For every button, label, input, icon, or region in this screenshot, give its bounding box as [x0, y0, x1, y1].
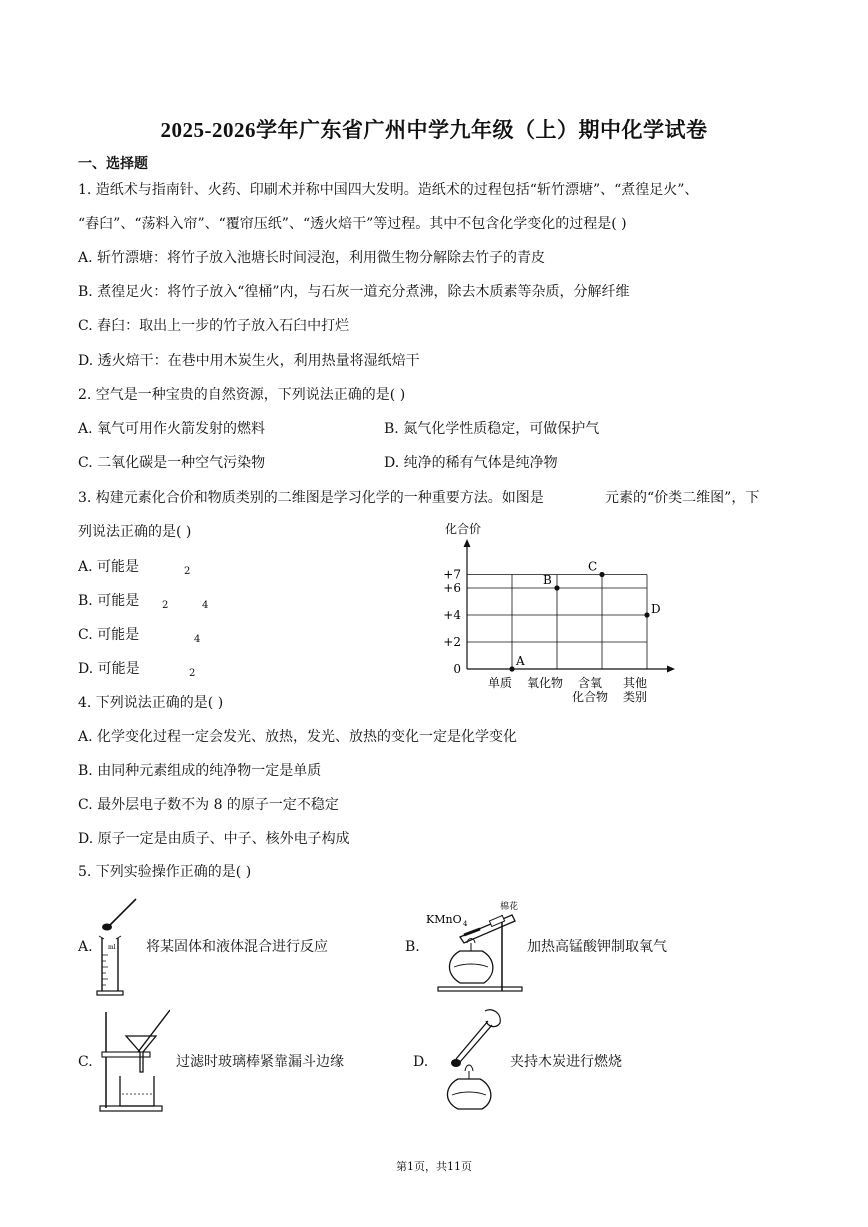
q3-stem-line2: 列说法正确的是( ) [78, 524, 192, 540]
q3-option-a-subscript: 2 [184, 566, 191, 577]
medicine-spoon-icon [102, 924, 112, 931]
chart-y-axis-arrow [464, 539, 471, 547]
chart-category-label: 其他 [622, 676, 648, 690]
q3-option-a: A. 可能是 [78, 559, 140, 575]
q5-option-a-text: 将某固体和液体混合进行反应 [146, 939, 328, 955]
q1-option-c: C. 舂臼：取出上一步的竹子放入石臼中打烂 [78, 318, 350, 334]
q5-option-c-text: 过滤时玻璃棒紧靠漏斗边缘 [176, 1054, 344, 1070]
chart-point-label: C [588, 559, 598, 574]
charcoal-icon [451, 1059, 461, 1067]
chart-point-label: A [516, 654, 525, 668]
page-title: 2025-2026学年广东省广州中学九年级（上）期中化学试卷 [160, 118, 708, 142]
chart-category-label: 单质 [487, 676, 513, 690]
kmno4-label-subscript: 4 [463, 920, 468, 928]
q1-option-b: B. 煮徨足火：将竹子放入“徨桶”内，与石灰一道充分煮沸，除去木质素等杂质，分解纤维 [78, 284, 630, 300]
chart-x-axis-arrow [667, 666, 675, 673]
chart-category-label: 化合物 [571, 690, 609, 704]
q4-option-d: D. 原子一定是由质子、中子、核外电子构成 [78, 831, 350, 847]
crucible-tongs-icon [456, 1021, 492, 1062]
chart-category-label: 含氧 [577, 676, 603, 690]
q5-option-a-letter: A. [78, 939, 93, 955]
chart-point-a [509, 666, 514, 671]
q3-stem-line1b: 元素的“价类二维图”，下 [605, 490, 760, 506]
cotton-label: 棉花 [500, 902, 519, 912]
q3-option-d-subscript: 2 [189, 668, 196, 679]
page-footer: 第1页，共11页 [396, 1160, 472, 1173]
q3-option-b-subscript-2: 4 [202, 600, 209, 611]
q5-stem: 5. 下列实验操作正确的是( ) [78, 864, 252, 880]
q5-option-b-letter: B. [405, 939, 420, 955]
valence-class-chart [425, 515, 685, 710]
chart-y-tick-label: +4 [443, 608, 461, 622]
q3-option-c-subscript: 4 [194, 634, 201, 645]
q4-option-a: A. 化学变化过程一定会发光、放热，发光、放热的变化一定是化学变化 [78, 729, 518, 745]
q1-option-a: A. 斩竹漂塘：将竹子放入池塘长时间浸泡，利用微生物分解除去竹子的青皮 [78, 250, 546, 266]
filtration-setup-image [98, 1008, 170, 1114]
chart-point-b [554, 585, 559, 590]
q4-stem: 4. 下列说法正确的是( ) [78, 695, 224, 711]
q5-option-d-text: 夹持木炭进行燃烧 [510, 1054, 622, 1070]
graduated-cylinder-spoon-image [96, 893, 146, 1001]
q1-stem-line2: “舂臼”、“荡料入帘”、“覆帘压纸”、“透火焙干”等过程。其中不包含化学变化的过程是( ) [78, 216, 627, 232]
q1-stem-line1: 1. 造纸术与指南针、火药、印刷术并称中国四大发明。造纸术的过程包括“斩竹漂塘”、“煮徨足火”、 [78, 182, 699, 198]
glass-rod-icon [138, 1010, 170, 1052]
beaker-icon [120, 1076, 154, 1106]
kmno4-label: KMnO [426, 913, 462, 926]
chart-category-label: 氧化物 [526, 676, 564, 690]
q5-option-c-letter: C. [78, 1054, 93, 1070]
chart-point-c [599, 572, 604, 577]
q4-option-b: B. 由同种元素组成的纯净物一定是单质 [78, 763, 322, 779]
q2-option-a: A. 氧气可用作火箭发射的燃料 [78, 421, 266, 437]
q1-option-d: D. 透火焙干：在巷中用木炭生火，利用热量将湿纸焙干 [78, 353, 420, 369]
q5-option-b-text: 加热高锰酸钾制取氧气 [527, 939, 667, 955]
hand-icon [485, 1010, 500, 1027]
chart-category-label: 类别 [622, 690, 648, 704]
q4-option-c: C. 最外层电子数不为 8 的原子一定不稳定 [78, 797, 339, 813]
q3-option-b-subscript-1: 2 [162, 600, 169, 611]
chart-point-label: B [543, 573, 552, 587]
q3-option-d: D. 可能是 [78, 661, 140, 677]
q3-option-b: B. 可能是 [78, 593, 140, 609]
cylinder-unit-label: ml [108, 944, 116, 951]
q3-stem-line1a: 3. 构建元素化合价和物质类别的二维图是学习化学的一种重要方法。如图是 [78, 490, 544, 506]
section-heading: 一、选择题 [78, 156, 148, 172]
q3-option-c: C. 可能是 [78, 627, 140, 643]
chart-y-tick-label: +6 [443, 581, 461, 595]
chart-point-label: D [651, 602, 661, 616]
chart-y-tick-label: +7 [443, 567, 461, 582]
potassium-permanganate-heating-image [420, 895, 525, 995]
charcoal-burning-image [430, 1005, 510, 1115]
chart-y-tick-label: 0 [453, 662, 461, 676]
q5-option-d-letter: D. [413, 1054, 429, 1070]
test-tube-icon [460, 915, 515, 943]
alcohol-lamp-icon [449, 951, 492, 983]
chart-point-d [644, 612, 649, 617]
chart-y-axis-label: 化合价 [445, 522, 482, 536]
q2-option-d: D. 纯净的稀有气体是纯净物 [384, 455, 558, 471]
chart-y-tick-label: +2 [443, 635, 461, 649]
q2-stem: 2. 空气是一种宝贵的自然资源，下列说法正确的是( ) [78, 387, 406, 403]
q2-option-c: C. 二氧化碳是一种空气污染物 [78, 455, 266, 471]
q2-option-b: B. 氮气化学性质稳定，可做保护气 [384, 421, 600, 437]
